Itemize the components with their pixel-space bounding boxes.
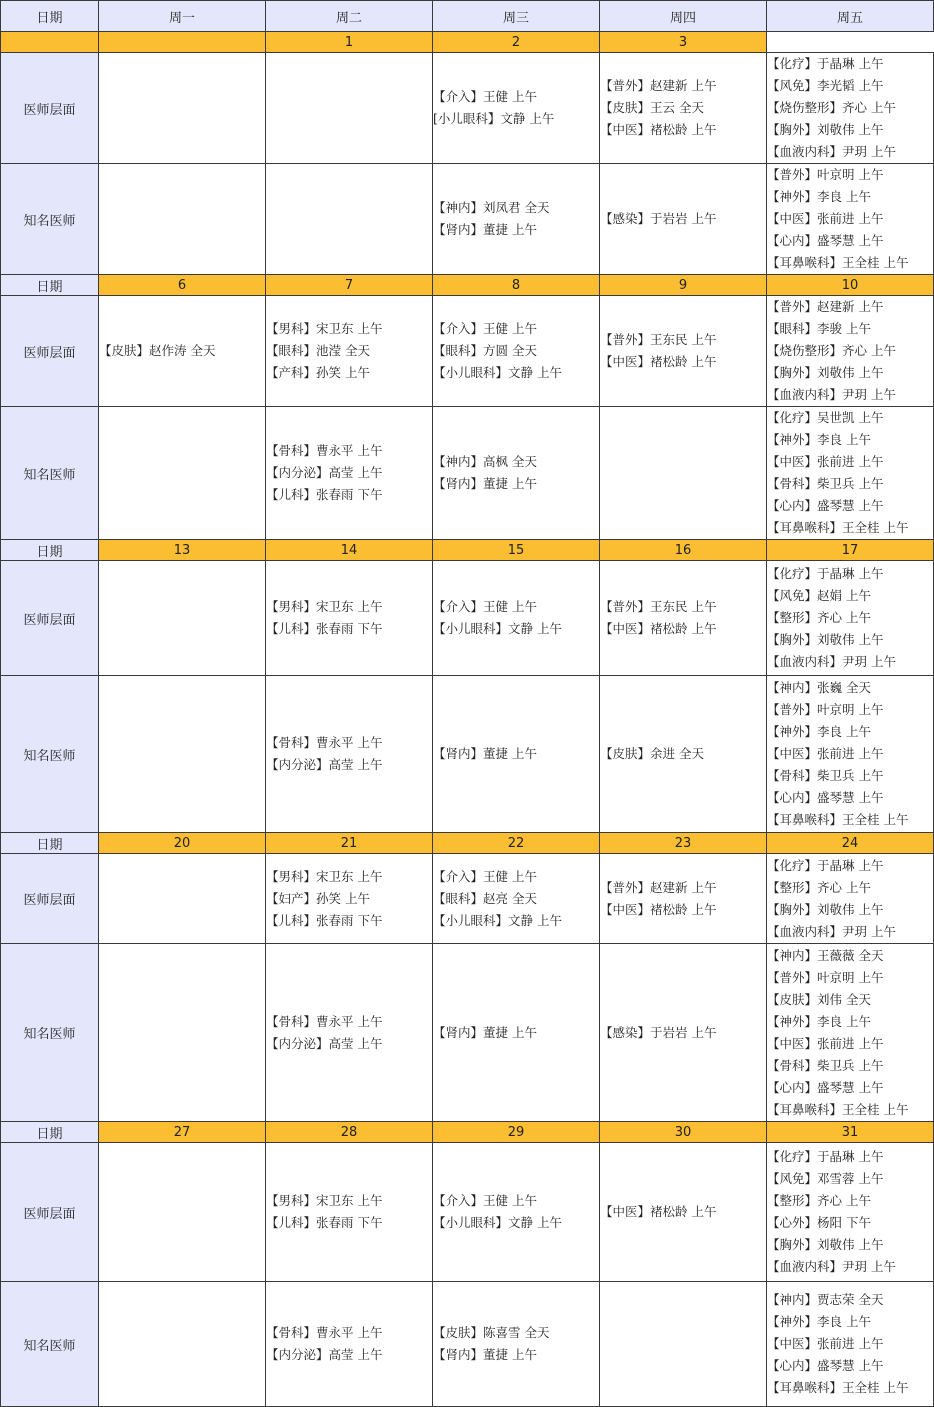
schedule-cell <box>600 296 767 407</box>
schedule-cell <box>266 676 433 833</box>
doctor-entry: 【皮肤】赵作涛 全天 <box>99 343 216 358</box>
date-cell: 22 <box>433 833 600 854</box>
schedule-cell <box>767 561 934 676</box>
row-category-label: 医师层面 <box>1 1143 99 1282</box>
schedule-cell <box>99 561 266 676</box>
schedule-cell <box>433 407 600 540</box>
doctor-entry: 【风免】李光韬 上午 <box>767 78 884 93</box>
schedule-cell <box>600 53 767 164</box>
doctor-entry: 【心外】杨阳 下午 <box>767 1215 871 1230</box>
doctor-entry: 【化疗】于晶琳 上午 <box>767 857 884 873</box>
doctor-entry: 【中医】褚松龄 上午 <box>600 122 717 137</box>
schedule-body <box>1 32 934 1407</box>
doctor-entry: 【神内】高枫 全天 <box>433 454 537 469</box>
doctor-entry: 【血液内科】尹玥 上午 <box>767 1259 896 1274</box>
schedule-cell <box>767 1282 934 1407</box>
doctor-entry: 【骨科】柴卫兵 上午 <box>767 768 884 783</box>
doctor-entry: 【心内】盛琴慧 上午 <box>767 233 884 248</box>
doctor-entry: 【小儿眼科】文静 上午 <box>433 621 562 636</box>
day-header: 周一 <box>99 1 266 32</box>
doctor-entry: 【产科】孙笑 上午 <box>266 365 370 380</box>
doctor-entry: 【化疗】于晶琳 上午 <box>767 566 884 581</box>
row-category-label: 医师层面 <box>1 53 99 164</box>
doctor-level-row <box>1 53 934 164</box>
doctor-entry: 【神外】李良 上午 <box>767 432 871 447</box>
doctor-entry: 【神内】刘凤君 全天 <box>433 200 550 215</box>
doctor-entry: [小儿眼科】文静 上午 <box>433 111 555 126</box>
doctor-entry: 【肾内】董捷 上午 <box>433 1024 537 1040</box>
famous-doctor-row <box>1 944 934 1122</box>
schedule-cell <box>767 1143 934 1282</box>
doctor-entry: 【胸外】刘敬伟 上午 <box>767 1237 884 1252</box>
doctor-level-row <box>1 296 934 407</box>
doctor-entry: 【肾内】董捷 上午 <box>433 222 537 237</box>
schedule-cell <box>266 854 433 944</box>
date-cell: 3 <box>600 32 767 53</box>
date-cell: 10 <box>767 275 934 296</box>
date-row <box>1 540 934 561</box>
date-cell: 29 <box>433 1122 600 1143</box>
doctor-entry: 【儿科】张春雨 下午 <box>266 1215 383 1230</box>
day-header: 周二 <box>266 1 433 32</box>
doctor-entry: 【中医】褚松龄 上午 <box>600 621 717 636</box>
date-row-label: 日期 <box>1 1122 99 1143</box>
day-header: 周三 <box>433 1 600 32</box>
doctor-level-row <box>1 561 934 676</box>
date-cell: 14 <box>266 540 433 561</box>
date-cell: 17 <box>767 540 934 561</box>
doctor-entry: 【骨科】柴卫兵 上午 <box>767 1057 884 1073</box>
date-cell: 20 <box>99 833 266 854</box>
doctor-entry: 【肾内】董捷 上午 <box>433 476 537 491</box>
schedule-cell <box>266 296 433 407</box>
row-category-label: 知名医师 <box>1 676 99 833</box>
schedule-cell <box>600 1143 767 1282</box>
doctor-entry: 【神外】李良 上午 <box>767 189 871 204</box>
doctor-entry: 【介入】王健 上午 <box>433 599 537 614</box>
schedule-cell <box>767 944 934 1122</box>
doctor-entry: 【皮肤】刘伟 全天 <box>767 991 871 1007</box>
schedule-cell <box>266 407 433 540</box>
schedule-cell <box>433 676 600 833</box>
doctor-entry: 【普外】赵建新 上午 <box>600 78 717 93</box>
famous-doctor-row <box>1 676 934 833</box>
doctor-entry: 【神内】贾志荣 全天 <box>767 1292 884 1307</box>
day-header: 周四 <box>600 1 767 32</box>
schedule-cell <box>433 53 600 164</box>
doctor-entry: 【感染】于岩岩 上午 <box>600 211 717 226</box>
doctor-entry: 【妇产】孙笑 上午 <box>266 890 370 906</box>
doctor-entry: 【血液内科】尹玥 上午 <box>767 654 896 669</box>
schedule-cell <box>99 164 266 275</box>
doctor-entry: 【骨科】曹永平 上午 <box>266 443 383 458</box>
doctor-entry: 【中医】张前进 上午 <box>767 746 884 761</box>
doctor-entry: 【介入】王健 上午 <box>433 1193 537 1208</box>
doctor-entry: 【胸外】刘敬伟 上午 <box>767 122 884 137</box>
schedule-cell <box>99 407 266 540</box>
doctor-entry: 【男科】宋卫东 上午 <box>266 1193 383 1208</box>
doctor-level-row <box>1 854 934 944</box>
doctor-entry: 【中医】褚松龄 上午 <box>600 1204 717 1219</box>
date-row <box>1 275 934 296</box>
schedule-cell <box>433 944 600 1122</box>
schedule-cell <box>767 407 934 540</box>
doctor-entry: 【中医】张前进 上午 <box>767 1336 884 1351</box>
doctor-entry: 【儿科】张春雨 下午 <box>266 912 383 928</box>
schedule-cell <box>266 1143 433 1282</box>
date-row <box>1 1122 934 1143</box>
doctor-entry: 【中医】张前进 上午 <box>767 454 884 469</box>
header-row <box>1 1 934 32</box>
schedule-cell <box>767 854 934 944</box>
date-cell: 7 <box>266 275 433 296</box>
schedule-cell <box>266 164 433 275</box>
doctor-entry: 【血液内科】尹玥 上午 <box>767 144 896 159</box>
doctor-entry: 【内分泌】高莹 上午 <box>266 465 383 480</box>
schedule-cell <box>99 676 266 833</box>
doctor-entry: 【心内】盛琴慧 上午 <box>767 1079 884 1095</box>
schedule-cell <box>433 1282 600 1407</box>
date-cell: 30 <box>600 1122 767 1143</box>
row-category-label: 医师层面 <box>1 854 99 944</box>
schedule-cell <box>767 164 934 275</box>
schedule-cell <box>600 407 767 540</box>
doctor-entry: 【眼科】李骏 上午 <box>767 321 871 336</box>
schedule-cell <box>266 944 433 1122</box>
doctor-entry: 【烧伤整形】齐心 上午 <box>767 343 896 358</box>
schedule-cell <box>433 164 600 275</box>
schedule-cell <box>767 676 934 833</box>
date-cell: 31 <box>767 1122 934 1143</box>
doctor-entry: 【化疗】于晶琳 上午 <box>767 1149 884 1164</box>
doctor-entry: 【内分泌】高莹 上午 <box>266 1035 383 1051</box>
doctor-entry: 【男科】宋卫东 上午 <box>266 599 383 614</box>
schedule-cell <box>767 296 934 407</box>
schedule-cell <box>99 1282 266 1407</box>
doctor-entry: 【神内】王薇薇 全天 <box>767 947 884 963</box>
doctor-entry: 【眼科】赵亮 全天 <box>433 890 537 906</box>
date-cell: 28 <box>266 1122 433 1143</box>
date-header: 日期 <box>1 1 99 32</box>
doctor-entry: 【中医】张前进 上午 <box>767 211 884 226</box>
doctor-entry: 【胸外】刘敬伟 上午 <box>767 365 884 380</box>
schedule-cell <box>266 1282 433 1407</box>
doctor-entry: 【眼科】池滢 全天 <box>266 343 370 358</box>
doctor-level-row <box>1 1143 934 1282</box>
doctor-entry: 【普外】王东民 上午 <box>600 599 717 614</box>
doctor-entry: 【小儿眼科】文静 上午 <box>433 912 562 928</box>
doctor-entry: 【化疗】于晶琳 上午 <box>767 56 884 71</box>
doctor-entry: 【心内】盛琴慧 上午 <box>767 790 884 805</box>
schedule-cell <box>600 854 767 944</box>
date-cell: 2 <box>433 32 600 53</box>
doctor-entry: 【化疗】吴世凯 上午 <box>767 410 884 425</box>
doctor-entry: 【儿科】张春雨 下午 <box>266 487 383 502</box>
row-category-label: 知名医师 <box>1 407 99 540</box>
doctor-entry: 【耳鼻喉科】王全桂 上午 <box>767 812 909 827</box>
schedule-cell <box>600 944 767 1122</box>
doctor-entry: 【中医】褚松龄 上午 <box>600 354 717 369</box>
date-cell <box>1 32 99 53</box>
date-cell: 16 <box>600 540 767 561</box>
schedule-cell <box>99 296 266 407</box>
schedule-cell <box>600 1282 767 1407</box>
date-cell: 27 <box>99 1122 266 1143</box>
doctor-entry: 【介入】王健 上午 <box>433 321 537 336</box>
doctor-entry: 【介入】王健 上午 <box>433 868 537 884</box>
doctor-entry: 【胸外】刘敬伟 上午 <box>767 632 884 647</box>
doctor-entry: 【介入】王健 上午 <box>433 89 537 104</box>
date-cell: 6 <box>99 275 266 296</box>
doctor-entry: 【神外】李良 上午 <box>767 1013 871 1029</box>
doctor-entry: 【骨科】柴卫兵 上午 <box>767 476 884 491</box>
doctor-entry: 【小儿眼科】文静 上午 <box>433 1215 562 1230</box>
doctor-entry: 【整形】齐心 上午 <box>767 1193 871 1208</box>
date-row <box>1 32 934 53</box>
doctor-entry: 【神外】李良 上午 <box>767 724 871 739</box>
row-category-label: 知名医师 <box>1 164 99 275</box>
doctor-entry: 【内分泌】高莹 上午 <box>266 1347 383 1362</box>
date-cell: 9 <box>600 275 767 296</box>
doctor-entry: 【血液内科】尹玥 上午 <box>767 923 896 939</box>
doctor-entry: 【心内】盛琴慧 上午 <box>767 498 884 513</box>
date-cell: 21 <box>266 833 433 854</box>
row-category-label: 知名医师 <box>1 944 99 1122</box>
day-header: 周五 <box>767 1 934 32</box>
schedule-cell <box>767 53 934 164</box>
schedule-cell <box>600 676 767 833</box>
doctor-entry: 【中医】张前进 上午 <box>767 1035 884 1051</box>
doctor-entry: 【儿科】张春雨 下午 <box>266 621 383 636</box>
date-cell: 15 <box>433 540 600 561</box>
doctor-entry: 【普外】王东民 上午 <box>600 332 717 347</box>
doctor-entry: 【耳鼻喉科】王全桂 上午 <box>767 255 909 270</box>
doctor-entry: 【风免】赵娟 上午 <box>767 588 871 603</box>
doctor-entry: 【心内】盛琴慧 上午 <box>767 1358 884 1373</box>
doctor-entry: 【普外】赵建新 上午 <box>767 299 884 314</box>
date-cell: 1 <box>266 32 433 53</box>
date-cell: 24 <box>767 833 934 854</box>
schedule-cell <box>433 296 600 407</box>
date-row-label: 日期 <box>1 540 99 561</box>
doctor-entry: 【男科】宋卫东 上午 <box>266 868 383 884</box>
schedule-cell <box>99 53 266 164</box>
doctor-entry: 【普外】赵建新 上午 <box>600 879 717 895</box>
doctor-entry: 【神内】张巍 全天 <box>767 680 871 695</box>
row-category-label: 医师层面 <box>1 296 99 407</box>
famous-doctor-row <box>1 164 934 275</box>
doctor-entry: 【骨科】曹永平 上午 <box>266 1325 383 1340</box>
doctor-entry: 【风免】邓雪蓉 上午 <box>767 1171 884 1186</box>
doctor-entry: 【血液内科】尹玥 上午 <box>767 387 896 402</box>
doctor-entry: 【整形】齐心 上午 <box>767 879 871 895</box>
schedule-cell <box>600 561 767 676</box>
doctor-entry: 【整形】齐心 上午 <box>767 610 871 625</box>
date-row <box>1 833 934 854</box>
doctor-entry: 【中医】褚松龄 上午 <box>600 901 717 917</box>
schedule-cell <box>99 1143 266 1282</box>
date-row-label: 日期 <box>1 275 99 296</box>
row-category-label: 医师层面 <box>1 561 99 676</box>
doctor-entry: 【内分泌】高莹 上午 <box>266 757 383 772</box>
doctor-entry: 【普外】叶京明 上午 <box>767 969 884 985</box>
schedule-cell <box>99 854 266 944</box>
schedule-cell <box>433 1143 600 1282</box>
schedule-cell <box>600 164 767 275</box>
doctor-entry: 【皮肤】陈喜雪 全天 <box>433 1325 550 1340</box>
date-cell: 13 <box>99 540 266 561</box>
schedule-cell <box>266 53 433 164</box>
doctor-entry: 【皮肤】余进 全天 <box>600 746 704 761</box>
schedule-cell <box>99 944 266 1122</box>
doctor-entry: 【肾内】董捷 上午 <box>433 1347 537 1362</box>
doctor-entry: 【烧伤整形】齐心 上午 <box>767 100 896 115</box>
date-row-label: 日期 <box>1 833 99 854</box>
doctor-entry: 【感染】于岩岩 上午 <box>600 1024 717 1040</box>
date-cell: 8 <box>433 275 600 296</box>
doctor-entry: 【男科】宋卫东 上午 <box>266 321 383 336</box>
date-cell: 23 <box>600 833 767 854</box>
doctor-entry: 【皮肤】王云 全天 <box>600 100 704 115</box>
doctor-entry: 【普外】叶京明 上午 <box>767 167 884 182</box>
doctor-entry: 【耳鼻喉科】王全桂 上午 <box>767 1101 909 1117</box>
schedule-cell <box>266 561 433 676</box>
row-category-label: 知名医师 <box>1 1282 99 1407</box>
schedule-cell <box>433 854 600 944</box>
famous-doctor-row <box>1 407 934 540</box>
doctor-entry: 【骨科】曹永平 上午 <box>266 735 383 750</box>
doctor-entry: 【耳鼻喉科】王全桂 上午 <box>767 1380 909 1395</box>
doctor-entry: 【耳鼻喉科】王全桂 上午 <box>767 520 909 535</box>
doctor-entry: 【骨科】曹永平 上午 <box>266 1013 383 1029</box>
doctor-entry: 【肾内】董捷 上午 <box>433 746 537 761</box>
doctor-entry: 【小儿眼科】文静 上午 <box>433 365 562 380</box>
date-cell <box>99 32 266 53</box>
schedule-cell <box>433 561 600 676</box>
doctor-entry: 【神外】李良 上午 <box>767 1314 871 1329</box>
doctor-entry: 【眼科】方圆 全天 <box>433 343 537 358</box>
famous-doctor-row <box>1 1282 934 1407</box>
doctor-entry: 【胸外】刘敬伟 上午 <box>767 901 884 917</box>
doctor-entry: 【普外】叶京明 上午 <box>767 702 884 717</box>
